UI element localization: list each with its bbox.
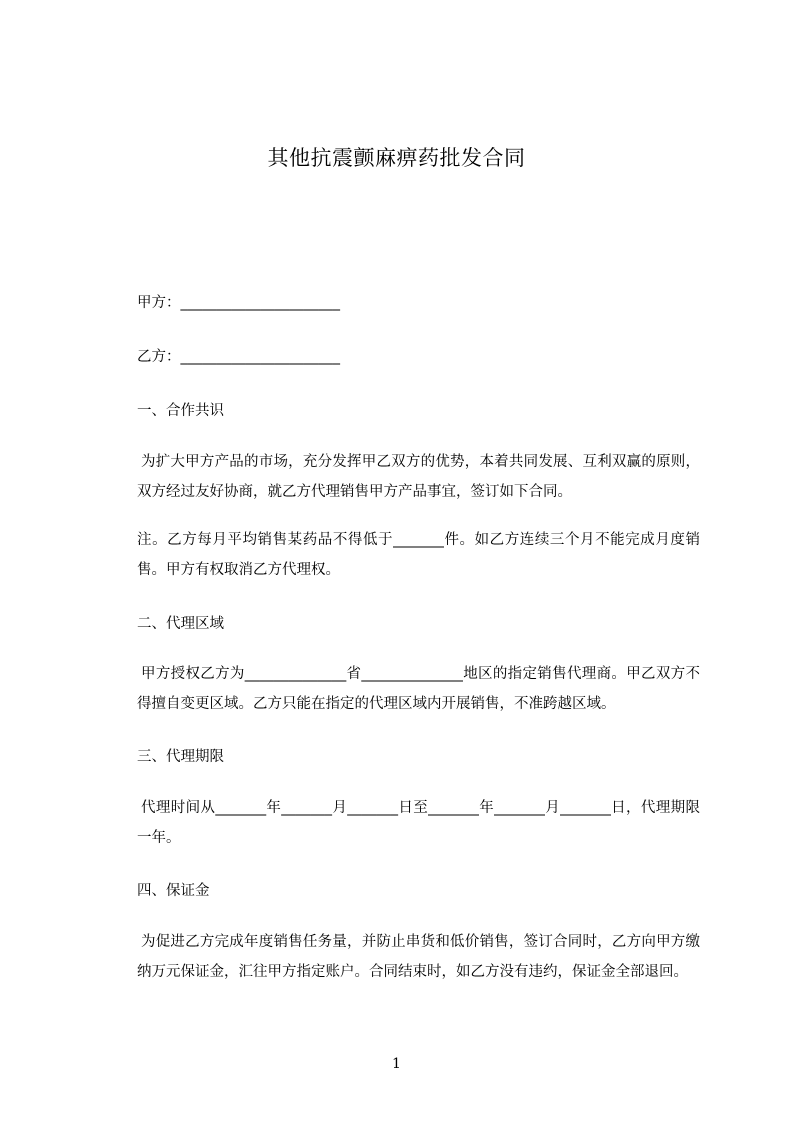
section2-paragraph1	[137, 659, 700, 719]
section3-paragraph1-text: 代理时间从_______年_______月_______日至_______年_______月_______日，代理期限一年。	[137, 800, 700, 846]
section2-paragraph1-text: 甲方授权乙方为______________省______________地区的指定销售代理商。甲乙双方不得擅自变更区域。乙方只能在指定的代理区域内开展销售，不准跨越区域。	[137, 666, 700, 712]
document-title: 其他抗震颤麻痹药批发合同	[267, 146, 526, 170]
section1-paragraph2	[137, 525, 700, 585]
party-a-blank: ______________________	[180, 295, 340, 311]
party-b-label: 乙方：	[137, 349, 181, 365]
section2-heading: 二、代理区域	[137, 616, 224, 632]
section1-heading: 一、合作共识	[137, 403, 224, 419]
page-number: 1	[392, 1056, 401, 1072]
section1-paragraph2-text: 注。乙方每月平均销售某药品不得低于_______件。如乙方连续三个月不能完成月度销售。甲方有权取消乙方代理权。	[137, 532, 700, 578]
party-b-line	[137, 345, 340, 366]
section3-heading: 三、代理期限	[137, 749, 224, 765]
section1-paragraph1	[137, 447, 700, 507]
party-a-line	[137, 291, 340, 312]
section4-heading: 四、保证金	[137, 883, 210, 899]
section4-paragraph1-text: 为促进乙方完成年度销售任务量，并防止串货和低价销售，签订合同时，乙方向甲方缴纳万元保证金，汇往甲方指定账户。合同结束时，如乙方没有违约，保证金全部退回。	[137, 934, 700, 980]
section4-paragraph1	[137, 927, 700, 987]
party-b-blank: ______________________	[180, 349, 340, 365]
party-a-label: 甲方：	[137, 295, 181, 311]
section1-paragraph1-text: 为扩大甲方产品的市场，充分发挥甲乙双方的优势，本着共同发展、互利双赢的原则，双方经过友好协商，就乙方代理销售甲方产品事宜，签订如下合同。	[137, 454, 700, 500]
section3-paragraph1	[137, 793, 700, 853]
